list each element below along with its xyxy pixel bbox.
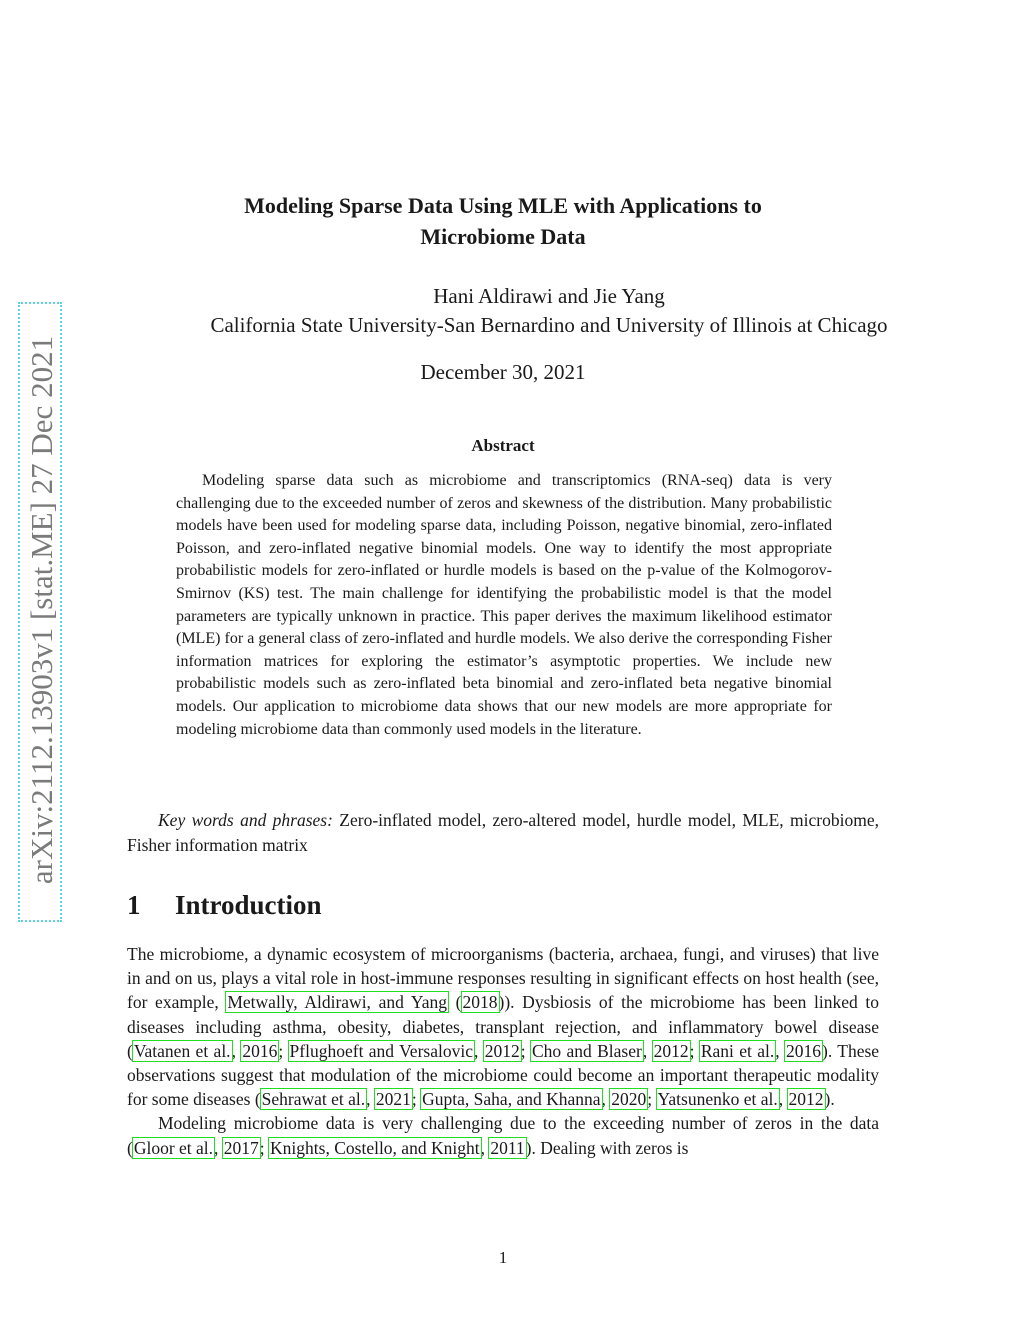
text-run: , xyxy=(601,1089,611,1110)
citation-year-link[interactable]: 2018 xyxy=(462,992,498,1013)
text-run: , xyxy=(642,1040,653,1061)
citation-year-link[interactable]: 2012 xyxy=(788,1089,824,1110)
section-number: 1 xyxy=(127,890,141,920)
text-run: , xyxy=(214,1137,223,1158)
paper-title xyxy=(150,190,856,252)
text-run: Modeling microbiome data is very challenging due to the exceeding number of zeros in the data ( xyxy=(127,1113,879,1158)
page-number: 1 xyxy=(498,1248,508,1267)
text-run: ; xyxy=(689,1040,700,1061)
citation-link[interactable]: Cho and Blaser xyxy=(531,1040,642,1061)
citation-year-link[interactable]: 2012 xyxy=(484,1040,520,1061)
intro-paragraph-1 xyxy=(127,942,879,1111)
text-run: ( xyxy=(448,992,462,1013)
citation-year-link[interactable]: 2016 xyxy=(242,1040,278,1061)
affiliation: California State University-San Bernardino and University of Illinois at Chicago xyxy=(210,313,888,337)
text-run: ; xyxy=(647,1089,657,1110)
text-run: , xyxy=(480,1137,490,1158)
citation-year-link[interactable]: 2016 xyxy=(786,1040,821,1061)
citation-year-link[interactable]: 2011 xyxy=(490,1137,525,1158)
abstract-heading: Abstract xyxy=(471,436,535,455)
text-run: , xyxy=(778,1089,788,1110)
text-run: ; xyxy=(411,1089,422,1110)
arxiv-stamp[interactable]: arXiv:2112.13903v1 [stat.ME] 27 Dec 2021 xyxy=(24,335,59,885)
citation-link[interactable]: Metwally, Aldirawi, and Yang xyxy=(227,992,448,1013)
citation-link[interactable]: Rani et al. xyxy=(700,1040,775,1061)
text-run: ). Dealing with zeros is xyxy=(525,1137,689,1158)
introduction-body xyxy=(127,942,879,1160)
section-heading xyxy=(127,890,879,921)
text-run: , xyxy=(473,1040,484,1061)
citation-year-link[interactable]: 2021 xyxy=(375,1089,411,1110)
abstract-body xyxy=(176,470,832,741)
text-run: ; xyxy=(520,1040,531,1061)
text-run: The microbiome, a dynamic ecosystem of microorganisms (bacteria, archaea, fungi, and viruses) that live in and on us, plays a vital role in host-immune responses resulting in significant effects on host health (see, for example, xyxy=(127,944,879,1013)
keywords xyxy=(127,808,879,857)
citation-link[interactable]: Knights, Costello, and Knight xyxy=(270,1137,480,1158)
citation-link[interactable]: Pflughoeft and Versalovic xyxy=(289,1040,473,1061)
citation-link[interactable]: Vatanen et al. xyxy=(133,1040,231,1061)
citation-link[interactable]: Yatsunenko et al. xyxy=(657,1089,778,1110)
authors: Hani Aldirawi and Jie Yang xyxy=(433,284,665,308)
keywords-label: Key words and phrases: xyxy=(158,810,333,830)
paper-date: December 30, 2021 xyxy=(420,360,586,384)
citation-link[interactable]: Gloor et al. xyxy=(133,1137,214,1158)
section-title: Introduction xyxy=(175,890,322,920)
title-line-2: Microbiome Data xyxy=(420,224,586,249)
text-run: ; xyxy=(278,1040,289,1061)
intro-paragraph-2 xyxy=(127,1111,879,1159)
citation-link[interactable]: Gupta, Saha, and Khanna xyxy=(422,1089,601,1110)
text-run: ; xyxy=(259,1137,270,1158)
text-run: , xyxy=(366,1089,375,1110)
citation-year-link[interactable]: 2012 xyxy=(653,1040,689,1061)
text-run: )). Dysbiosis of the microbiome has been linked to diseases including asthma, obesity, diabetes, transplant rejection, and inflammatory bowel disease ( xyxy=(127,992,880,1061)
abstract-text: Modeling sparse data such as microbiome and transcriptomics (RNA-seq) data is very challenging due to the exceeded number of zeros and skewness of the distribution. Many probabilistic models have been used for modeling sparse data, including Poisson, negative binomial, zero-inflated Poisson, and zero-inflated negative binomial models. One way to identify the most appropriate probabilistic models for zero-inflated or hurdle models is based on the p-value of the Kolmogorov-Smirnov (KS) test. The main challenge for identifying the probabilistic model is that the model parameters are typically unknown in practice. This paper derives the maximum likelihood estimator (MLE) for a general class of zero-inflated and hurdle models. We also derive the corresponding Fisher information matrices for exploring the estimator’s asymptotic properties. We include new probabilistic models such as zero-inflated beta binomial and zero-inflated beta negative binomial models. Our application to microbiome data shows that our new models are more appropriate for modeling microbiome data than commonly used models in the literature. xyxy=(176,472,832,738)
citation-year-link[interactable]: 2020 xyxy=(611,1089,647,1110)
text-run: ). These observations suggest that modulation of the microbiome could become an important therapeutic modality for some diseases ( xyxy=(127,1040,880,1110)
citation-year-link[interactable]: 2017 xyxy=(223,1137,259,1158)
author-block xyxy=(120,282,978,340)
text-run: , xyxy=(775,1040,785,1061)
keywords-text: Zero-inflated model, zero-altered model, hurdle model, MLE, microbiome, Fisher information matrix xyxy=(127,810,879,855)
text-run: ). xyxy=(824,1089,835,1110)
text-run: , xyxy=(231,1040,242,1061)
title-line-1: Modeling Sparse Data Using MLE with Applications to xyxy=(244,193,762,218)
citation-link[interactable]: Sehrawat et al. xyxy=(261,1089,366,1110)
